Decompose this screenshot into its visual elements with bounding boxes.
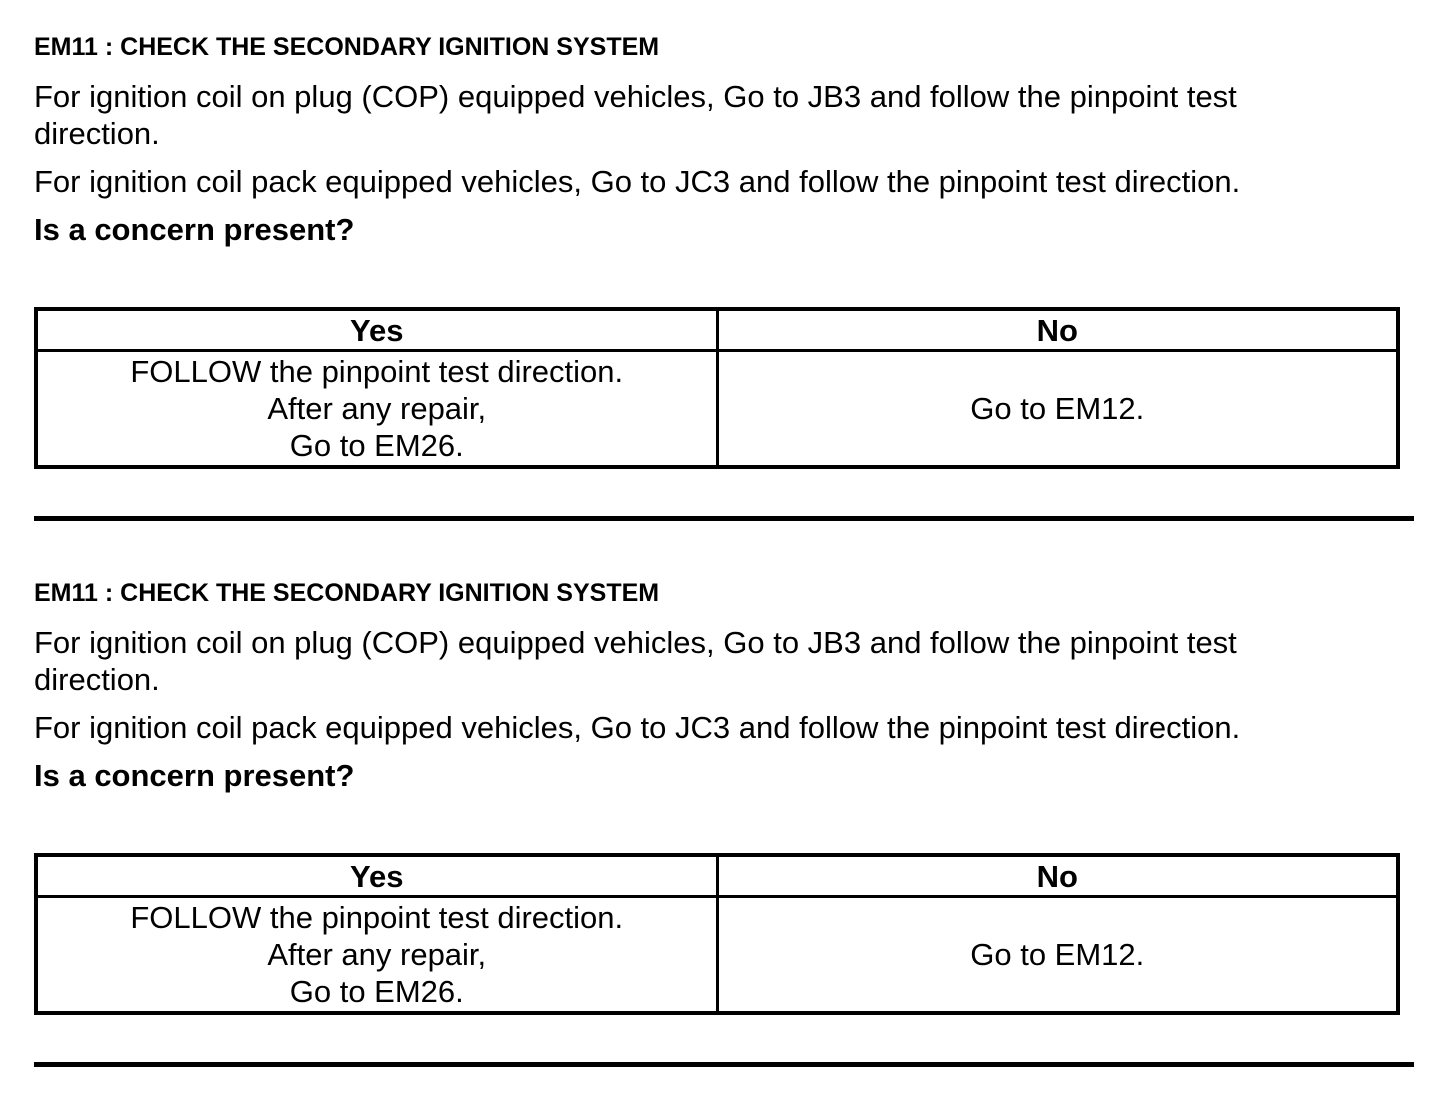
yes-action-cell: [36, 351, 717, 468]
yes-action-line: Go to EM26.: [289, 428, 464, 463]
decision-header-row: [36, 855, 1398, 897]
step-title: EM11 : CHECK THE SECONDARY IGNITION SYSTEM: [34, 579, 660, 607]
step-question: Is a concern present?: [34, 212, 355, 247]
instruction-cop: For ignition coil on plug (COP) equipped vehicles, Go to JB3 and follow the pinpoint test direction.: [34, 79, 1237, 151]
yes-action-line: FOLLOW the pinpoint test direction.: [130, 900, 624, 935]
instruction-cop: For ignition coil on plug (COP) equipped vehicles, Go to JB3 and follow the pinpoint test direction.: [34, 625, 1237, 697]
header-no: No: [717, 855, 1398, 897]
header-no: No: [717, 309, 1398, 351]
yes-action-line: After any repair,: [267, 391, 487, 426]
instruction-coil-pack: For ignition coil pack equipped vehicles, Go to JC3 and follow the pinpoint test direction.: [34, 710, 1241, 745]
section-divider: [34, 1062, 1414, 1067]
decision-action-row: [36, 351, 1398, 468]
decision-action-row: [36, 897, 1398, 1014]
test-step-section: [34, 30, 1414, 463]
header-yes: Yes: [36, 309, 717, 351]
yes-action-line: Go to EM26.: [289, 974, 464, 1009]
step-title: EM11 : CHECK THE SECONDARY IGNITION SYSTEM: [34, 33, 660, 61]
step-question: Is a concern present?: [34, 758, 355, 793]
decision-table: [34, 307, 1400, 469]
instruction-coil-pack: For ignition coil pack equipped vehicles, Go to JC3 and follow the pinpoint test direction.: [34, 164, 1241, 199]
yes-action-line: FOLLOW the pinpoint test direction.: [130, 354, 624, 389]
section-divider: [34, 516, 1414, 521]
no-action-cell: Go to EM12.: [717, 351, 1398, 468]
yes-action-cell: [36, 897, 717, 1014]
decision-header-row: [36, 309, 1398, 351]
yes-action-line: After any repair,: [267, 937, 487, 972]
header-yes: Yes: [36, 855, 717, 897]
decision-table: [34, 853, 1400, 1015]
no-action-cell: Go to EM12.: [717, 897, 1398, 1014]
test-step-section: [34, 576, 1414, 1009]
